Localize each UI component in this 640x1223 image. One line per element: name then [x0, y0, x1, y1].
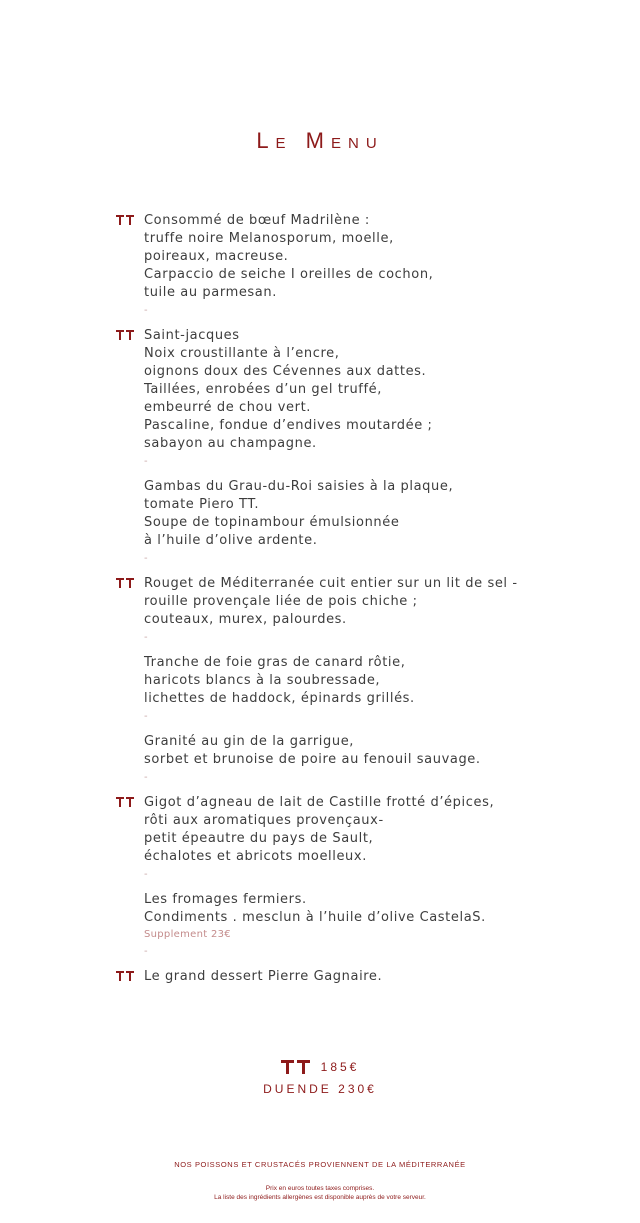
course-line: embeurré de chou vert. [144, 400, 312, 415]
course-line: Carpaccio de seiche I oreilles de cochon, [144, 267, 434, 282]
menu-course [0, 733, 640, 769]
course-line: truffe noire Melanosporum, moelle, [144, 231, 394, 246]
course-line: haricots blancs à la soubressade, [144, 673, 381, 688]
course-line: Granité au gin de la garrigue, [144, 734, 355, 749]
course-line: tomate Piero TT. [144, 497, 260, 512]
course-separator: - [144, 772, 148, 783]
course-line: Le grand dessert Pierre Gagnaire. [144, 969, 383, 984]
menu-course [0, 327, 640, 453]
tt-monogram-icon [116, 797, 134, 807]
course-separator: - [144, 632, 148, 643]
course-line: Rouget de Méditerranée cuit entier sur un lit de sel - [144, 576, 518, 591]
course-line: Soupe de topinambour émulsionnée [144, 515, 400, 530]
course-line: petit épeautre du pays de Sault, [144, 831, 374, 846]
tt-price-row [0, 1056, 640, 1078]
menu-course [0, 968, 640, 986]
course-line: Les fromages fermiers. [144, 892, 307, 907]
course-separator: - [144, 305, 148, 316]
course-separator: - [144, 456, 148, 467]
course-line: échalotes et abricots moelleux. [144, 849, 367, 864]
course-separator: - [144, 711, 148, 722]
course-line: Gambas du Grau-du-Roi saisies à la plaque, [144, 479, 454, 494]
menu-course [0, 575, 640, 629]
course-line: Pascaline, fondue d’endives moutardée ; [144, 418, 433, 433]
course-separator: - [144, 946, 148, 957]
tax-note: Prix en euros toutes taxes comprises. [265, 1185, 375, 1192]
menu-course [0, 654, 640, 708]
course-line: poireaux, macreuse. [144, 249, 289, 264]
menu-course [0, 478, 640, 550]
course-separator: - [144, 869, 148, 880]
tt-monogram-icon [116, 971, 134, 981]
course-line: lichettes de haddock, épinards grillés. [144, 691, 415, 706]
page-title: Le Menu [256, 128, 384, 153]
legal-notes [0, 1184, 640, 1202]
menu-list [0, 212, 640, 986]
menu-course [0, 794, 640, 866]
course-line: tuile au parmesan. [144, 285, 277, 300]
course-line: rôti aux aromatiques provençaux- [144, 813, 384, 828]
course-line: couteaux, murex, palourdes. [144, 612, 347, 627]
course-line: sorbet et brunoise de poire au fenouil sauvage. [144, 752, 481, 767]
course-line: Consommé de bœuf Madrilène : [144, 213, 370, 228]
course-line: Gigot d’agneau de lait de Castille frotté d’épices, [144, 795, 495, 810]
allergen-note: La liste des ingrédients allergènes est disponible auprès de votre serveur. [214, 1194, 426, 1201]
course-line: oignons doux des Cévennes aux dattes. [144, 364, 427, 379]
course-line: à l’huile d’olive ardente. [144, 533, 318, 548]
menu-course [0, 212, 640, 302]
supplement-price: Supplement 23€ [144, 929, 231, 940]
tt-price: 185€ [320, 1060, 360, 1074]
price-block [0, 1056, 640, 1096]
course-line: Saint-jacques [144, 328, 240, 343]
course-separator: - [144, 553, 148, 564]
course-line: Noix croustillante à l’encre, [144, 346, 340, 361]
course-line: rouille provençale liée de pois chiche ; [144, 594, 418, 609]
tt-monogram-icon [116, 578, 134, 588]
course-line: Taillées, enrobées d’un gel truffé, [144, 382, 382, 397]
menu-course [0, 891, 640, 943]
course-line: sabayon au champagne. [144, 436, 317, 451]
tt-monogram-icon [116, 215, 134, 225]
tt-monogram-icon [281, 1060, 311, 1074]
tt-monogram-icon [116, 330, 134, 340]
course-line: Condiments . mesclun à l’huile d’olive CastelaS. [144, 910, 486, 925]
course-line: Tranche de foie gras de canard rôtie, [144, 655, 406, 670]
origin-note: NOS POISSONS ET CRUSTACÉS PROVIENNENT DE LA MÉDITERRANÉE [174, 1160, 466, 1169]
duende-price: DUENDE 230€ [263, 1082, 377, 1096]
